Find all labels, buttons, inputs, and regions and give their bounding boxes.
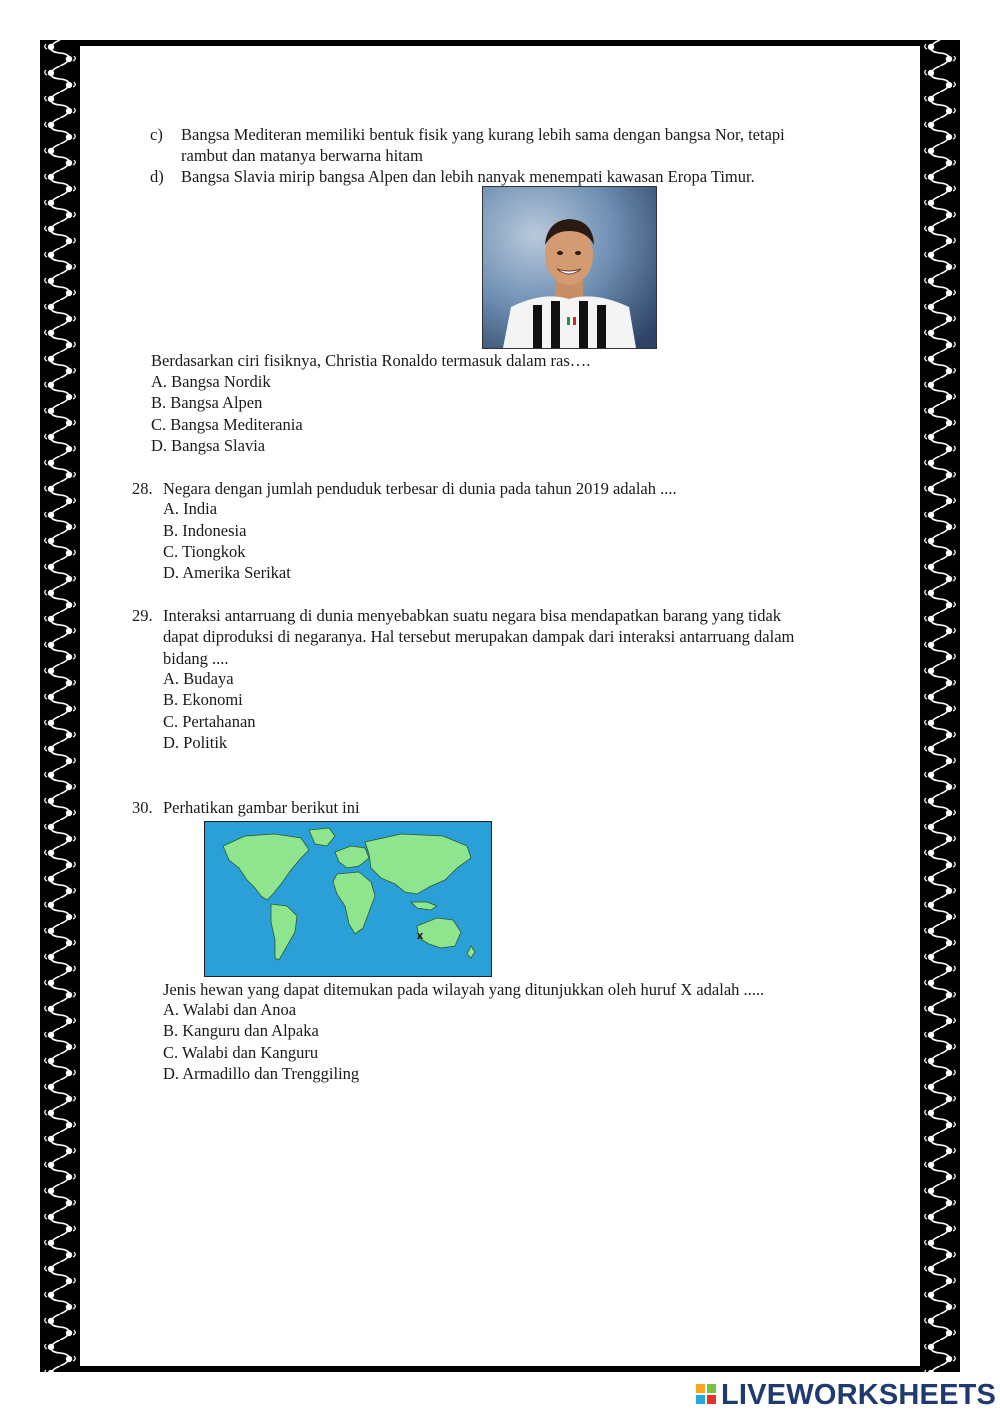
q28-choice-a[interactable]: A. India bbox=[163, 499, 218, 518]
q29-question-line2: dapat diproduksi di negaranya. Hal tersebut merupakan dampak dari interaksi antarruang dalam bbox=[163, 627, 795, 646]
q29-number: 29. bbox=[132, 606, 153, 625]
q28-number: 28. bbox=[132, 479, 153, 498]
q30-number: 30. bbox=[132, 798, 153, 817]
q29-question-line1: Interaksi antarruang di dunia menyebabkan suatu negara bisa mendapatkan barang yang tidak bbox=[163, 606, 782, 625]
q29-choice-b[interactable]: B. Ekonomi bbox=[163, 690, 243, 709]
option-c-text-line1: Bangsa Mediteran memiliki bentuk fisik yang kurang lebih sama dengan bangsa Nor, tetapi bbox=[181, 125, 785, 144]
liveworksheets-wordmark: LIVEWORKSHEETS bbox=[721, 1378, 997, 1411]
q28-choice-c[interactable]: C. Tiongkok bbox=[163, 542, 246, 561]
map-marker-x: x bbox=[417, 930, 424, 942]
q27-choice-d[interactable]: D. Bangsa Slavia bbox=[151, 436, 266, 455]
q29-choice-c[interactable]: C. Pertahanan bbox=[163, 712, 256, 731]
option-c-letter: c) bbox=[150, 125, 163, 144]
decorative-page-border bbox=[40, 40, 960, 1372]
q27-choice-c[interactable]: C. Bangsa Mediterania bbox=[151, 415, 303, 434]
liveworksheets-logo bbox=[696, 1378, 996, 1412]
option-c-text-line2: rambut dan matanya berwarna hitam bbox=[181, 146, 423, 165]
q30-choice-d[interactable]: D. Armadillo dan Trenggiling bbox=[163, 1064, 360, 1083]
q29-choice-a[interactable]: A. Budaya bbox=[163, 669, 234, 688]
option-d-letter: d) bbox=[150, 167, 164, 186]
q30-choice-c[interactable]: C. Walabi dan Kanguru bbox=[163, 1043, 319, 1062]
q28-question: Negara dengan jumlah penduduk terbesar di dunia pada tahun 2019 adalah .... bbox=[163, 479, 677, 498]
world-map bbox=[204, 821, 492, 977]
q30-question: Jenis hewan yang dapat ditemukan pada wilayah yang ditunjukkan oleh huruf X adalah ..... bbox=[163, 980, 765, 999]
q27-question: Berdasarkan ciri fisiknya, Christia Ronaldo termasuk dalam ras…. bbox=[151, 351, 591, 370]
floral-border-right bbox=[920, 40, 960, 1372]
q29-choice-d[interactable]: D. Politik bbox=[163, 733, 228, 752]
q30-intro: Perhatikan gambar berikut ini bbox=[163, 798, 360, 817]
q30-choice-a[interactable]: A. Walabi dan Anoa bbox=[163, 1000, 297, 1019]
floral-border-left bbox=[40, 40, 80, 1372]
q29-question-line3: bidang .... bbox=[163, 649, 229, 668]
option-d-text: Bangsa Slavia mirip bangsa Alpen dan lebih nanyak menempati kawasan Eropa Timur. bbox=[181, 167, 755, 186]
worksheet-page bbox=[80, 46, 920, 1366]
player-photo bbox=[482, 186, 657, 349]
liveworksheets-logo-icon bbox=[696, 1381, 718, 1409]
q28-choice-b[interactable]: B. Indonesia bbox=[163, 521, 247, 540]
q28-choice-d[interactable]: D. Amerika Serikat bbox=[163, 563, 291, 582]
q27-choice-b[interactable]: B. Bangsa Alpen bbox=[151, 393, 263, 412]
q27-choice-a[interactable]: A. Bangsa Nordik bbox=[151, 372, 271, 391]
q30-choice-b[interactable]: B. Kanguru dan Alpaka bbox=[163, 1021, 319, 1040]
